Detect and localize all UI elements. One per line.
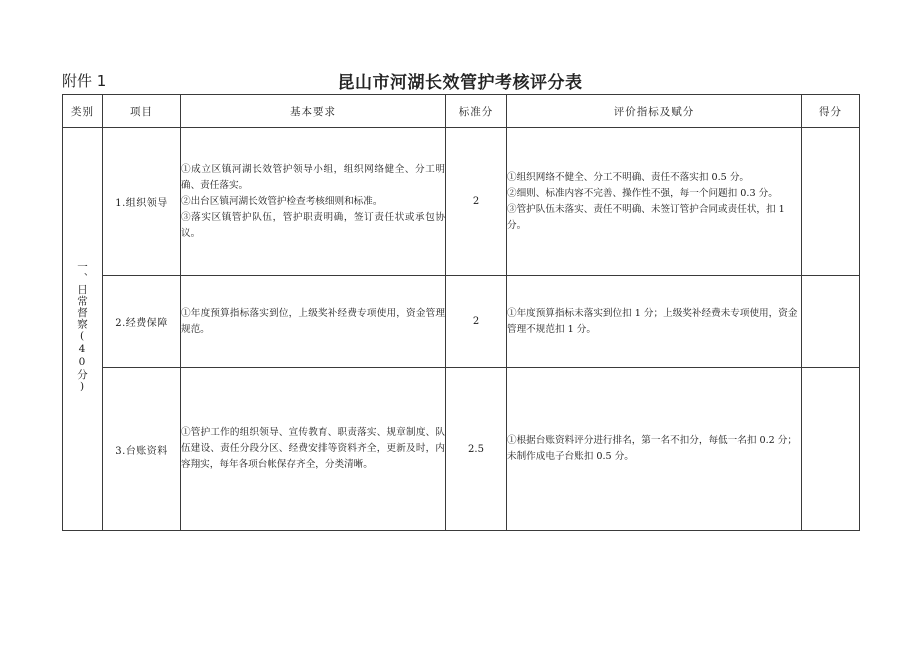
table-row xyxy=(63,368,860,531)
criteria-line: ①年度预算指标未落实到位扣 1 分；上级奖补经费未专项使用，资金管理不规范扣 1 分。 xyxy=(507,307,798,335)
score-cell xyxy=(802,128,860,276)
standard-score-cell: 2 xyxy=(446,276,507,368)
criteria-line: ①根据台账资料评分进行排名，第一名不扣分，每低一名扣 0.2 分；未制作成电子台账扣 0.5 分。 xyxy=(507,435,797,462)
column-header-standard-score: 标准分 xyxy=(446,95,507,128)
column-header-requirements: 基本要求 xyxy=(181,95,446,128)
standard-score-cell: 2.5 xyxy=(446,368,507,531)
item-cell: 3.台账资料 xyxy=(103,368,181,531)
item-cell: 1.组织领导 xyxy=(103,128,181,276)
scoring-table xyxy=(62,94,860,531)
criteria-line: ②细则、标准内容不完善、操作性不强，每一个问题扣 0.3 分。 xyxy=(507,187,778,199)
requirement-line: ②出台区镇河湖长效管护检查考核细则和标准。 xyxy=(181,195,383,207)
criteria-line: ①组织网络不健全、分工不明确、责任不落实扣 0.5 分。 xyxy=(507,171,750,183)
column-header-item: 项目 xyxy=(103,95,181,128)
requirement-line: ①成立区镇河湖长效管护领导小组，组织网络健全、分工明确、责任落实。 xyxy=(181,163,445,191)
item-cell: 2.经费保障 xyxy=(103,276,181,368)
criteria-line: ③管护队伍未落实、责任不明确、未签订管护合同或责任状，扣 1 分。 xyxy=(507,203,785,231)
table-row xyxy=(63,276,860,368)
column-header-criteria: 评价指标及赋分 xyxy=(507,95,802,128)
table-row xyxy=(63,128,860,276)
requirement-line: ③落实区镇管护队伍，管护职责明确，签订责任状或承包协议。 xyxy=(181,211,445,239)
criteria-cell xyxy=(507,276,802,368)
category-label: 一、日常督察(40分) xyxy=(76,260,88,394)
requirements-cell xyxy=(181,128,446,276)
requirement-line: ①年度预算指标落实到位，上级奖补经费专项使用，资金管理规范。 xyxy=(181,307,445,335)
category-cell xyxy=(63,128,103,531)
requirement-line: ①管护工作的组织领导、宣传教育、职责落实、规章制度、队伍建设、责任分段分区、经费安排等资料齐全，更新及时，内容翔实，每年各项台帐保存齐全，分类清晰。 xyxy=(181,427,445,470)
attachment-label: 附件 1 xyxy=(62,72,107,90)
requirements-cell xyxy=(181,276,446,368)
column-header-category: 类别 xyxy=(63,95,103,128)
standard-score-cell: 2 xyxy=(446,128,507,276)
document-title: 昆山市河湖长效管护考核评分表 xyxy=(337,73,583,93)
criteria-cell xyxy=(507,368,802,531)
requirements-cell xyxy=(181,368,446,531)
score-cell xyxy=(802,276,860,368)
score-cell xyxy=(802,368,860,531)
criteria-cell xyxy=(507,128,802,276)
column-header-score: 得分 xyxy=(802,95,860,128)
header-row xyxy=(63,95,860,128)
